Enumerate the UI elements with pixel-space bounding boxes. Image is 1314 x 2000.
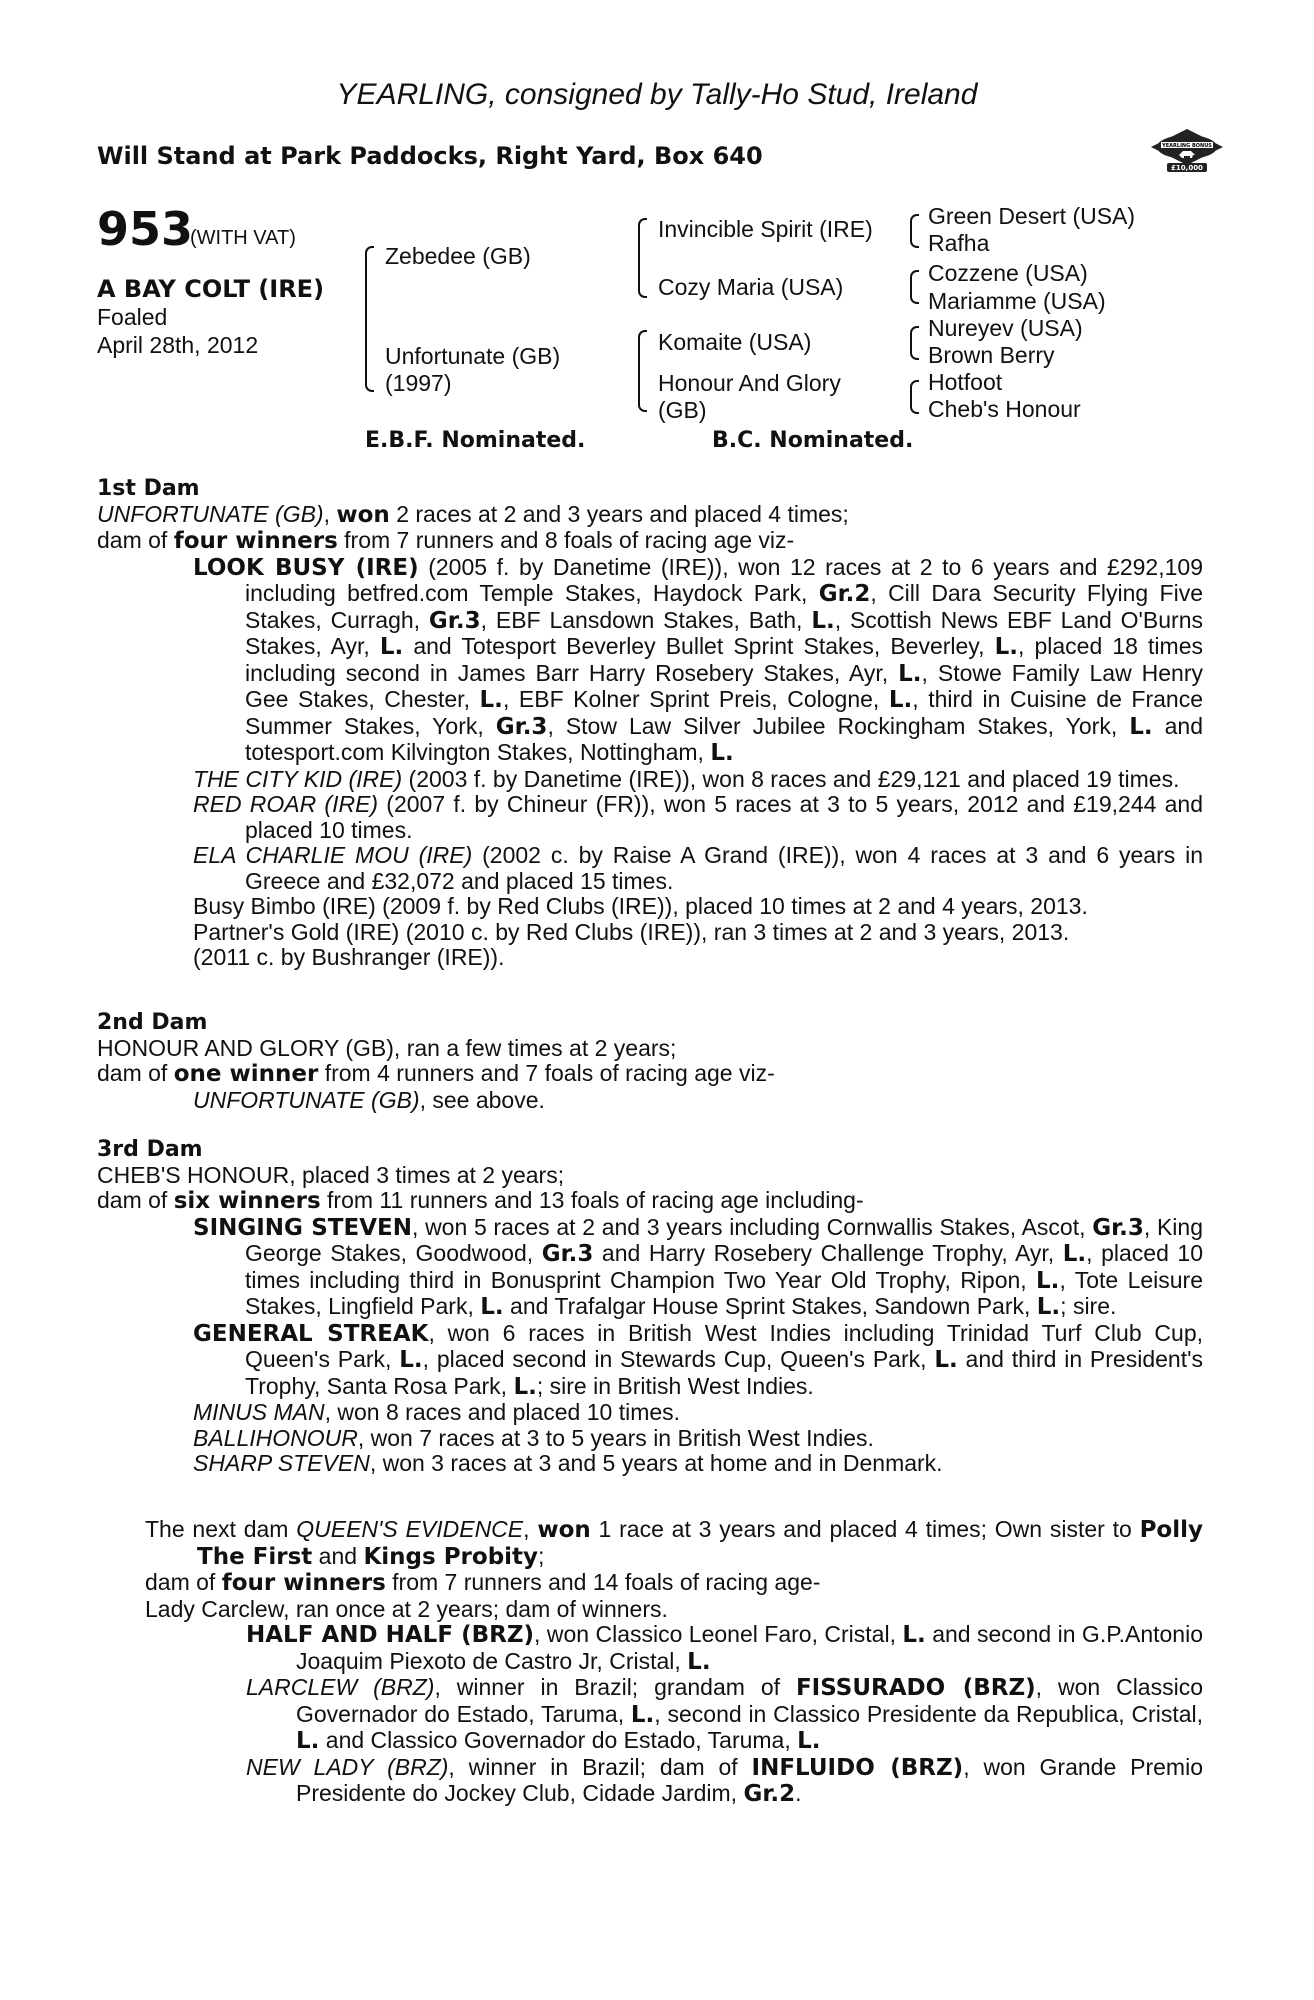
first-dam-progeny-item: RED ROAR (IRE) (2007 f. by Chineur (FR)), won 5 races at 3 to 5 years, 2012 and £19,244 and placed 10 times. (193, 791, 1203, 843)
second-dam-progeny-item: UNFORTUNATE (GB), see above. (193, 1086, 545, 1113)
badge-amount: £10,000 (1171, 164, 1203, 172)
lot-vat: (WITH VAT) (190, 227, 296, 249)
next-dam-daughter: Lady Carclew, ran once at 2 years; dam of winners. (145, 1595, 668, 1622)
yearling-bonus-badge (1147, 125, 1227, 175)
foaled-date: April 28th, 2012 (97, 332, 259, 358)
ebf-nominated: E.B.F. Nominated. (365, 428, 586, 453)
pedigree-sss: Green Desert (USA) (928, 203, 1136, 229)
second-dam-intro-item: dam of one winner from 4 runners and 7 foals of racing age viz- (97, 1060, 775, 1087)
third-dam-progeny-item: GENERAL STREAK, won 6 races in British West Indies including Trinidad Turf Club Cup, Queen's Park, L., placed second in Stewards Cup, Queen's Park, L. and third in President's Trophy, Santa Rosa Park, L.; sire in British West Indies. (193, 1319, 1203, 1400)
second-dam-intro-item: HONOUR AND GLORY (GB), ran a few times at 2 years; (97, 1034, 677, 1061)
pedigree-brace-2 (638, 218, 647, 298)
pedigree-sire-dam: Cozy Maria (USA) (658, 274, 844, 300)
next-dam-intro-item: dam of four winners from 7 runners and 14 foals of racing age- (145, 1569, 821, 1596)
third-dam-progeny-item: SINGING STEVEN, won 5 races at 2 and 3 years including Cornwallis Stakes, Ascot, Gr.3, King George Stakes, Goodwood, Gr.3 and Harry Rosebery Challenge Trophy, Ayr, L., placed 10 times including third in Bonusprint Champion Two Year Old Trophy, Ripon, L., Tote Leisure Stakes, Lingfield Park, L. and Trafalgar House Sprint Stakes, Sandown Park, L.; sire. (193, 1213, 1204, 1320)
third-dam-intro-item: CHEB'S HONOUR, placed 3 times at 2 years; (97, 1161, 565, 1188)
next-dam-intro (97, 1517, 1203, 1597)
horse-name: A BAY COLT (IRE) (97, 275, 325, 303)
foaled-label: Foaled (97, 304, 168, 330)
pedigree-dss: Nureyev (USA) (928, 315, 1083, 341)
pedigree-dsd: Brown Berry (928, 342, 1055, 368)
pedigree-brace-1 (365, 246, 374, 392)
first-dam-progeny-item: Busy Bimbo (IRE) (2009 f. by Red Clubs (IRE)), placed 10 times at 2 and 4 years, 2013. (193, 893, 1088, 919)
next-dam-grand-progeny-item: HALF AND HALF (BRZ), won Classico Leonel Faro, Cristal, L. and second in G.P.Antonio Joaquim Piexoto de Castro Jr, Cristal, L. (246, 1621, 1203, 1675)
pedigree-brace-3 (638, 330, 647, 412)
pedigree-dam-year: (1997) (385, 370, 452, 396)
second-dam-progeny (97, 1088, 1203, 1114)
next-dam-grand-progeny (97, 1622, 1203, 1808)
third-dam-section (97, 1137, 1203, 1477)
pedigree-sds: Cozzene (USA) (928, 260, 1088, 286)
pedigree-ssd: Rafha (928, 230, 990, 256)
first-dam-intro (97, 502, 1203, 555)
next-dam-grand-progeny-item: NEW LADY (BRZ), winner in Brazil; dam of INFLUIDO (BRZ), won Grande Premio Presidente do Jockey Club, Cidade Jardim, Gr.2. (246, 1753, 1203, 1807)
third-dam-intro-item: dam of six winners from 11 runners and 13 foals of racing age including- (97, 1187, 864, 1214)
first-dam-progeny-item: ELA CHARLIE MOU (IRE) (2002 c. by Raise A Grand (IRE)), won 4 races at 3 and 6 years in Greece and £32,072 and placed 15 times. (193, 842, 1203, 894)
second-dam-intro (97, 1036, 1203, 1088)
next-dam-intro-item: The next dam QUEEN'S EVIDENCE, won 1 race at 3 years and placed 4 times; Own sister to Polly The First and Kings Probity; (145, 1516, 1203, 1570)
first-dam-progeny-item: LOOK BUSY (IRE) (2005 f. by Danetime (IRE)), won 12 races at 2 to 6 years and £292,109 including betfred.com Temple Stakes, Haydock Park, Gr.2, Cill Dara Security Flying Five Stakes, Curragh, Gr.3, EBF Lansdown Stakes, Bath, L., Scottish News EBF Land O'Burns Stakes, Ayr, L. and Totesport Beverley Bullet Sprint Stakes, Beverley, L., placed 18 times including second in James Barr Harry Rosebery Stakes, Ayr, L., Stowe Family Law Henry Gee Stakes, Chester, L., EBF Kolner Sprint Preis, Cologne, L., third in Cuisine de France Summer Stakes, York, Gr.3, Stow Law Silver Jubilee Rockingham Stakes, York, L. and totesport.com Kilvington Stakes, Nottingham, L. (193, 553, 1204, 766)
first-dam-progeny-item: THE CITY KID (IRE) (2003 f. by Danetime (IRE)), won 8 races and £29,121 and placed 19 times. (193, 765, 1180, 792)
second-dam-heading: 2nd Dam (97, 1010, 208, 1035)
third-dam-intro (97, 1163, 1203, 1215)
first-dam-section (97, 476, 1203, 971)
consignment-line: YEARLING, consigned by Tally-Ho Stud, Ireland (336, 78, 978, 111)
pedigree-sire: Zebedee (GB) (385, 243, 531, 269)
badge-top-text: YEARLING BONUS (1162, 143, 1212, 149)
pedigree-ddd: Cheb's Honour (928, 396, 1081, 422)
third-dam-heading: 3rd Dam (97, 1137, 203, 1162)
pedigree-dam-dam: Honour And Glory (658, 370, 841, 396)
first-dam-intro-item: UNFORTUNATE (GB), won 2 races at 2 and 3 years and placed 4 times; (97, 500, 849, 528)
next-dam-section (97, 1517, 1203, 1808)
third-dam-progeny (97, 1215, 1203, 1477)
pedigree-sire-sire: Invincible Spirit (IRE) (658, 216, 873, 242)
pedigree-brace-7 (910, 380, 919, 414)
pedigree-dam: Unfortunate (GB) (385, 343, 561, 369)
second-dam-section (97, 1010, 1203, 1113)
pedigree-dam-sire: Komaite (USA) (658, 329, 812, 355)
lot-number: 953 (97, 202, 194, 256)
first-dam-progeny-item: (2011 c. by Bushranger (IRE)). (193, 944, 505, 970)
pedigree-dam-dam-origin: (GB) (658, 397, 707, 423)
pedigree-brace-5 (910, 270, 919, 304)
pedigree-dds: Hotfoot (928, 369, 1003, 395)
first-dam-intro-item: dam of four winners from 7 runners and 8 foals of racing age viz- (97, 527, 795, 554)
stand-location: Will Stand at Park Paddocks, Right Yard, Box 640 (97, 142, 763, 170)
third-dam-progeny-item: BALLIHONOUR, won 7 races at 3 to 5 years in British West Indies. (193, 1424, 874, 1451)
next-dam-grand-progeny-item: LARCLEW (BRZ), winner in Brazil; grandam of FISSURADO (BRZ), won Classico Governador do Estado, Taruma, L., second in Classico Presidente da Republica, Cristal, L. and Classico Governador do Estado, Taruma, L. (246, 1674, 1204, 1754)
pedigree-brace-4 (910, 214, 919, 248)
third-dam-progeny-item: SHARP STEVEN, won 3 races at 3 and 5 years at home and in Denmark. (193, 1450, 943, 1476)
pedigree-brace-6 (910, 326, 919, 360)
pedigree-sdd: Mariamme (USA) (928, 288, 1106, 314)
first-dam-heading: 1st Dam (97, 476, 200, 501)
first-dam-progeny (97, 555, 1203, 971)
yearling-bonus-icon (1147, 125, 1227, 175)
third-dam-progeny-item: MINUS MAN, won 8 races and placed 10 times. (193, 1399, 681, 1425)
first-dam-progeny-item: Partner's Gold (IRE) (2010 c. by Red Clubs (IRE)), ran 3 times at 2 and 3 years, 2013. (193, 918, 1070, 945)
bc-nominated: B.C. Nominated. (712, 428, 914, 453)
